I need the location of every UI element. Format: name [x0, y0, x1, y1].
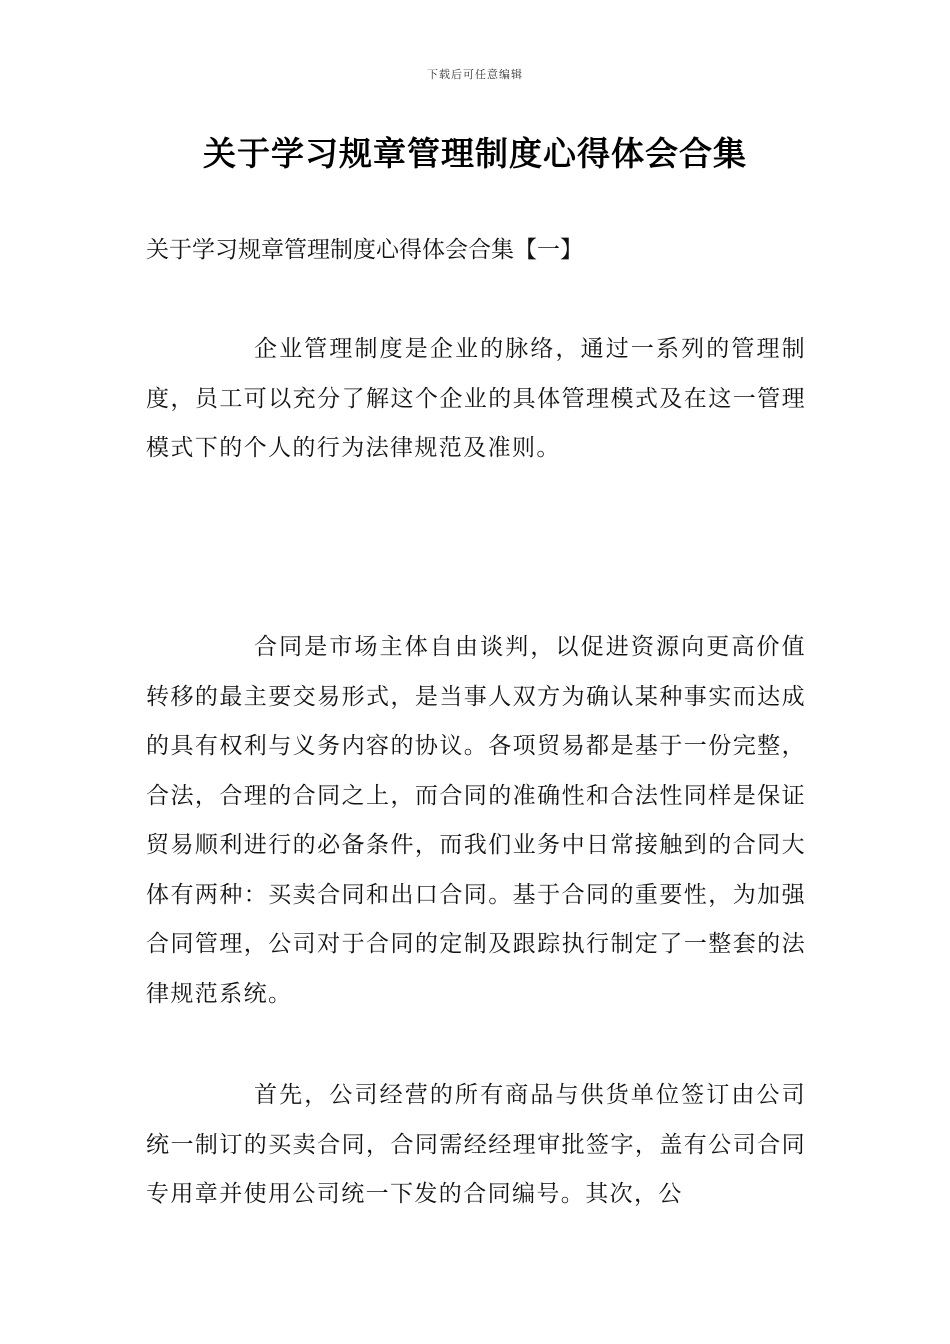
document-title: 关于学习规章管理制度心得体会合集 — [203, 134, 747, 173]
paragraph: 合同是市场主体自由谈判，以促进资源向更高价值转移的最主要交易形式，是当事人双方为确认某种事实而达成的具有权利与义务内容的协议。各项贸易都是基于一份完整，合法，合理的合同之上，而合同的准确性和合法性同样是保证贸易顺利进行的必备条件，而我们业务中日常接触到的合同大体有两种：买卖合同和出口合同。基于合同的重要性，为加强合同管理，公司对于合同的定制及跟踪执行制定了一整套的法律规范系统。 — [146, 634, 806, 1007]
header-note: 下载后可任意编辑 — [427, 68, 523, 81]
section-heading: 关于学习规章管理制度心得体会合集【一】 — [146, 237, 583, 263]
paragraph: 企业管理制度是企业的脉络，通过一系列的管理制度，员工可以充分了解这个企业的具体管理模式及在这一管理模式下的个人的行为法律规范及准则。 — [146, 336, 806, 461]
paragraph: 首先，公司经营的所有商品与供货单位签订由公司统一制订的买卖合同，合同需经经理审批签字，盖有公司合同专用章并使用公司统一下发的合同编号。其次，公 — [146, 1082, 806, 1207]
